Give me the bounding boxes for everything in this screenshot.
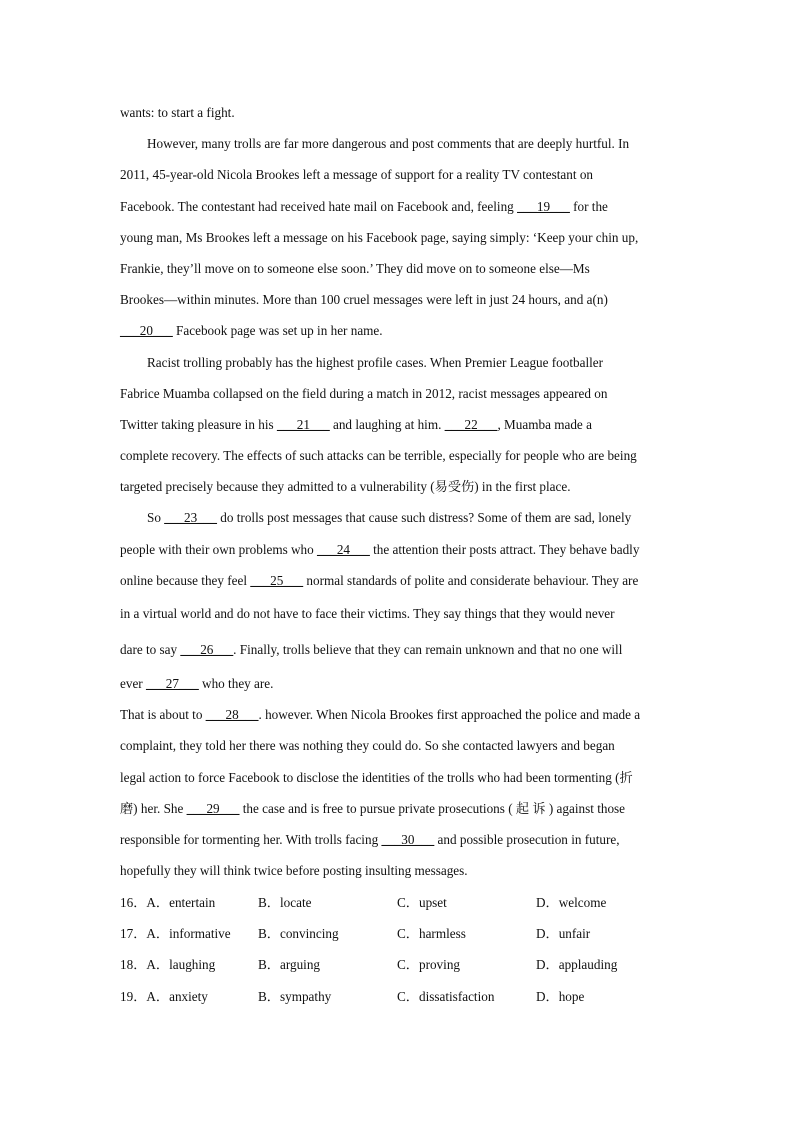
passage-text: 2011, 45-year-old Nicola Brookes left a message of support for a reality TV contestant on: [120, 167, 594, 183]
option-c: C．upset: [397, 895, 447, 910]
option-d: D．applauding: [536, 957, 618, 973]
passage-text: complaint, they told her there was nothing they could do. So she contacted lawyers and began: [120, 738, 615, 754]
option-b: B．sympathy: [258, 988, 332, 1004]
passage-text: people with their own problems who: [120, 541, 318, 557]
passage-text: dare to say: [120, 642, 181, 657]
passage-line: [120, 128, 676, 159]
question-row: [120, 981, 680, 1012]
passage-line: [120, 855, 676, 886]
question-number-option-a: 16．A．entertain: [120, 895, 216, 910]
passage-text: and possible prosecution in future,: [434, 831, 620, 847]
passage-text: in a virtual world and do not have to face their victims. They say things that they would never: [120, 606, 615, 621]
option-d: D．hope: [536, 988, 585, 1004]
passage-text: Frankie, they’ll move on to someone else soon.’ They did move on to someone else—Ms: [120, 260, 590, 276]
passage-text: the attention their posts attract. They behave badly: [369, 541, 640, 557]
passage-text: responsible for tormenting her. With trolls facing: [120, 831, 382, 847]
option-c: C．harmless: [397, 926, 466, 942]
passage-line: [120, 596, 676, 632]
passage-line: [120, 159, 676, 190]
option-b: B．convincing: [258, 926, 339, 942]
passage-line: [120, 502, 676, 533]
answer-blank: ___23___: [164, 510, 217, 526]
passage-text: Facebook. The contestant had received hate mail on Facebook and, feeling: [120, 198, 518, 214]
passage-text: However, many trolls are far more dangerous and post comments that are deeply hurtful. In: [147, 136, 630, 152]
passage-line: [120, 378, 676, 409]
passage-text: do trolls post messages that cause such distress? Some of them are sad, lonely: [216, 510, 632, 526]
passage-line: [120, 699, 676, 730]
passage-line: [120, 97, 676, 128]
passage-text: ever: [120, 676, 146, 691]
passage-text: . Finally, trolls believe that they can remain unknown and that no one will: [233, 642, 623, 657]
passage-text: who they are.: [198, 676, 274, 691]
question-number-option-a: 17．A．informative: [120, 926, 231, 942]
answer-blank: ___25___: [250, 572, 304, 588]
passage-line: [120, 730, 676, 761]
passage-text: Twitter taking pleasure in his: [120, 416, 277, 432]
answer-blank: ___22___: [444, 416, 498, 432]
passage-line: [120, 632, 676, 668]
passage-line: [120, 315, 676, 346]
passage-line: [120, 253, 676, 284]
answer-blank: ___21___: [276, 416, 330, 432]
question-row: [120, 949, 680, 980]
passage-line: [120, 762, 676, 793]
option-c: C．dissatisfaction: [397, 988, 495, 1004]
option-c: C．proving: [397, 957, 461, 973]
answer-blank: ___26___: [180, 642, 234, 657]
passage-line: [120, 284, 676, 315]
passage-line: [120, 534, 676, 565]
passage-text: , Muamba made a: [497, 416, 592, 432]
passage-text: legal action to force Facebook to disclose the identities of the trolls who had been tormenting (折: [120, 769, 633, 785]
passage-line: [120, 440, 676, 471]
passage-text: Brookes—within minutes. More than 100 cruel messages were left in just 24 hours, and a(n): [120, 292, 608, 308]
cloze-passage: [120, 97, 676, 886]
answer-blank: ___29___: [186, 800, 240, 816]
question-row: [120, 918, 680, 949]
option-d: D．unfair: [536, 926, 591, 942]
passage-line: [120, 409, 676, 440]
passage-text: Racist trolling probably has the highest profile cases. When Premier League footballer: [147, 354, 604, 370]
passage-text: the case and is free to pursue private prosecutions ( 起 诉 ) against those: [239, 800, 626, 816]
passage-text: targeted precisely because they admitted to a vulnerability (易受伤) in the first place.: [120, 479, 571, 495]
passage-text: online because they feel: [120, 572, 251, 588]
passage-text: for the: [569, 198, 608, 214]
passage-text: and laughing at him.: [329, 416, 445, 432]
passage-text: wants: to start a fight.: [120, 105, 235, 120]
passage-text: Facebook page was set up in her name.: [172, 323, 383, 339]
passage-line: [120, 222, 676, 253]
passage-line: [120, 471, 676, 502]
question-number-option-a: 19．A．anxiety: [120, 988, 208, 1004]
passage-text: complete recovery. The effects of such attacks can be terrible, especially for people who are being: [120, 448, 637, 464]
passage-line: [120, 191, 676, 222]
question-row: [120, 887, 680, 918]
passage-text: So: [147, 510, 165, 526]
answer-blank: ___20___: [120, 323, 173, 339]
passage-line: [120, 824, 676, 855]
answer-blank: ___28___: [205, 707, 259, 723]
answer-blank: ___27___: [146, 676, 199, 691]
passage-text: normal standards of polite and considerate behaviour. They are: [303, 572, 639, 588]
passage-text: young man, Ms Brookes left a message on his Facebook page, saying simply: ‘Keep your chin up,: [120, 229, 639, 245]
passage-line: [120, 668, 676, 699]
option-d: D．welcome: [536, 895, 607, 910]
passage-text: Fabrice Muamba collapsed on the field during a match in 2012, racist messages appeared on: [120, 385, 608, 401]
passage-line: [120, 565, 676, 596]
option-b: B．locate: [258, 895, 312, 910]
answer-blank: ___30___: [381, 831, 435, 847]
question-number-option-a: 18．A．laughing: [120, 957, 216, 973]
passage-text: 磨) her. She: [120, 800, 187, 816]
passage-text: . however. When Nicola Brookes first approached the police and made a: [258, 707, 641, 723]
answer-blank: ___19___: [517, 198, 570, 214]
passage-text: hopefully they will think twice before posting insulting messages.: [120, 863, 468, 879]
passage-text: That is about to: [120, 707, 206, 723]
passage-line: [120, 793, 676, 824]
option-b: B．arguing: [258, 957, 321, 973]
answer-blank: ___24___: [317, 541, 370, 557]
answer-options: [120, 887, 680, 1012]
passage-line: [120, 347, 676, 378]
